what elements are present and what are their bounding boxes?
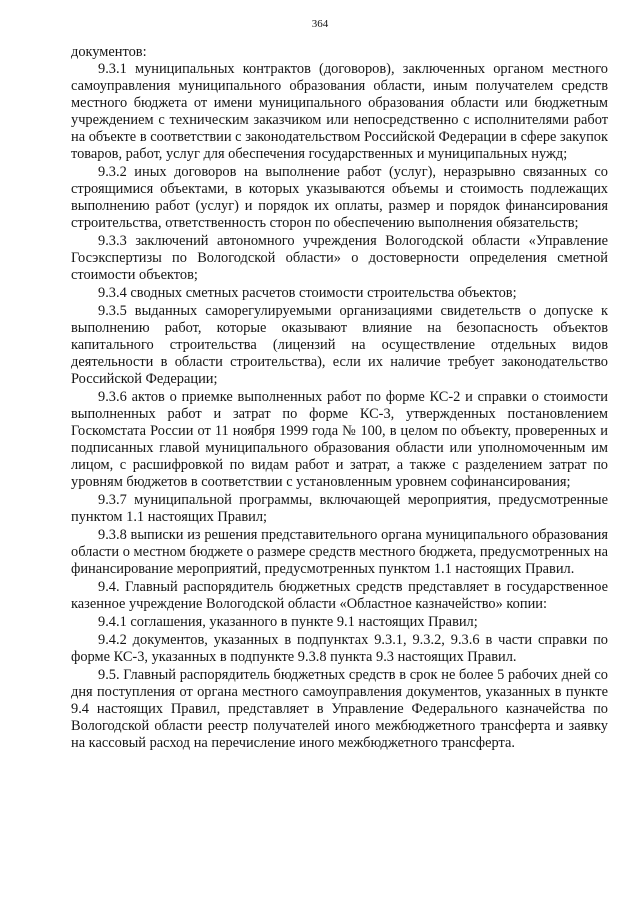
paragraph-9-3-8: 9.3.8 выписки из решения представительного органа муниципального образования области о местном бюджете о размере средств местного бюджета, предусмотренных на финансирование мероприятий, предусмотренных пунктом 1.1 настоящих Правил. xyxy=(71,527,608,577)
paragraph-9-3-5: 9.3.5 выданных саморегулируемыми организациями свидетельств о допуске к выполнению работ, которые оказывают влияние на безопасность объектов капитального строительства (лицензий на осуществление отдельных видов деятельности в области строительства), если их наличие требует законодательство Российской Федерации; xyxy=(71,303,608,387)
paragraph-intro: документов: xyxy=(71,44,147,60)
paragraph-9-3-1: 9.3.1 муниципальных контрактов (договоров), заключенных органом местного самоуправления муниципального образования области, иным получателем средств местного бюджета от имени муниципального образования области или бюджетным учреждением с техническим заказчиком или непосредственно с исполнителями работ на объекте в соответствии с законодательством Российской Федерации в сфере закупок товаров, работ, услуг для обеспечения государственных и муниципальных нужд; xyxy=(71,61,608,162)
document-body xyxy=(71,44,608,752)
paragraph-9-3-2: 9.3.2 иных договоров на выполнение работ (услуг), неразрывно связанных со строящимися объектами, в которых указываются объемы и стоимость подлежащих выполнению работ (услуг) и порядок их оплаты, размер и порядок финансирования строительства, ответственность сторон по обеспечению выполнения обязательств; xyxy=(71,164,608,231)
paragraph-9-3-7: 9.3.7 муниципальной программы, включающей мероприятия, предусмотренные пунктом 1.1 настоящих Правил; xyxy=(71,492,608,525)
page-number: 364 xyxy=(311,18,329,30)
paragraph-9-4-2: 9.4.2 документов, указанных в подпунктах 9.3.1, 9.3.2, 9.3.6 в части справки по форме КС-3, указанных в подпункте 9.3.8 пункта 9.3 настоящих Правил. xyxy=(71,632,608,665)
paragraph-9-5: 9.5. Главный распорядитель бюджетных средств в срок не более 5 рабочих дней со дня поступления от органа местного самоуправления документов, указанных в пункте 9.4 настоящих Правил, представляет в Управление Федерального казначейства по Вологодской области реестр получателей иного межбюджетного трансферта и заявку на кассовый расход на перечисление иного межбюджетного трансферта. xyxy=(71,667,608,751)
paragraph-9-3-3: 9.3.3 заключений автономного учреждения Вологодской области «Управление Госэкспертизы по Вологодской области» о достоверности определения сметной стоимости объектов; xyxy=(71,233,608,283)
paragraph-9-3-6: 9.3.6 актов о приемке выполненных работ по форме КС-2 и справки о стоимости выполненных работ и затрат по форме КС-3, утвержденных постановлением Госкомстата России от 11 ноября 1999 года № 100, в целом по объекту, проверенных и подписанных главой муниципального образования области или уполномоченным им лицом, с расшифровкой по видам работ и затрат, а также с разделением затрат по уровням бюджетов в соответствии с установленным уровнем софинансирования; xyxy=(71,389,608,490)
paragraph-9-4-1: 9.4.1 соглашения, указанного в пункте 9.1 настоящих Правил; xyxy=(98,614,478,630)
paragraph-9-4: 9.4. Главный распорядитель бюджетных средств представляет в государственное казенное учреждение Вологодской области «Областное казначейство» копии: xyxy=(71,579,608,612)
paragraph-9-3-4: 9.3.4 сводных сметных расчетов стоимости строительства объектов; xyxy=(98,285,517,301)
